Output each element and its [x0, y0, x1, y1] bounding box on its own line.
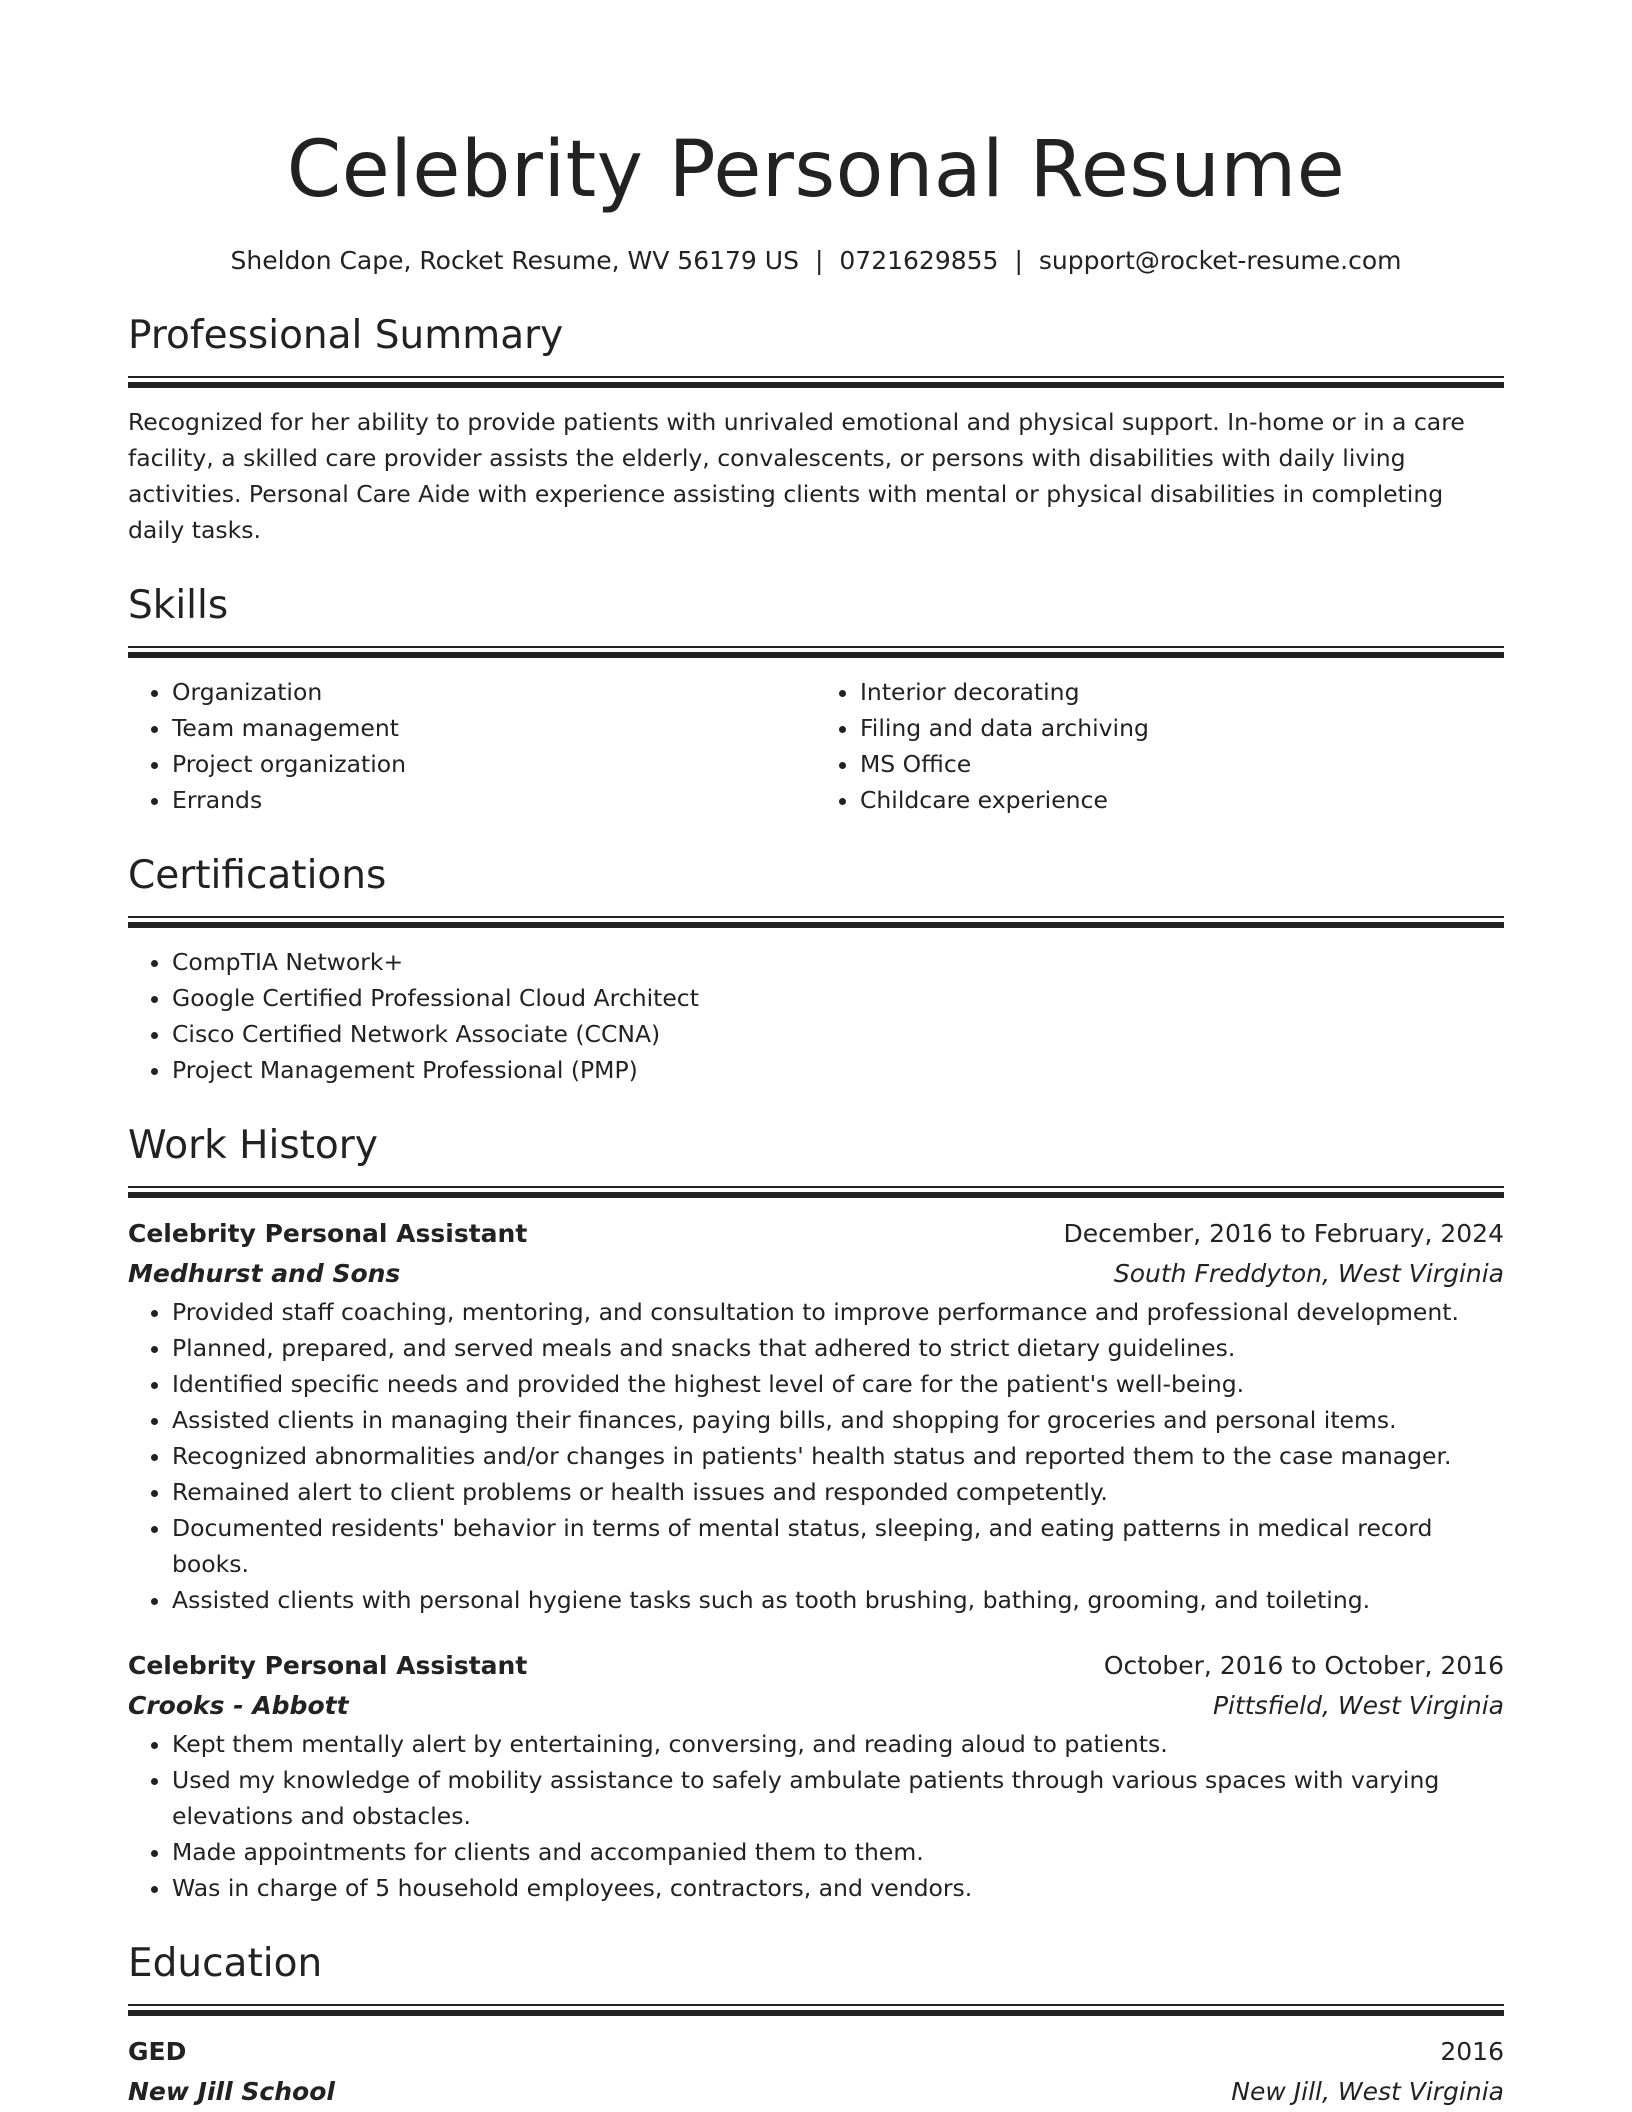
summary-section — [128, 312, 1504, 548]
skill-item: • Errands — [172, 782, 816, 818]
job-bullet: • Was in charge of 5 household employees, contractors, and vendors. — [172, 1870, 1504, 1906]
contact-separator: | — [814, 246, 824, 275]
section-divider — [128, 646, 1504, 658]
section-divider — [128, 2004, 1504, 2016]
education-year: 2016 — [1440, 2037, 1504, 2066]
job-bullet: • Documented residents' behavior in terms of mental status, sleeping, and eating patterns in medical record books. — [172, 1510, 1504, 1582]
job-bullet: • Assisted clients in managing their finances, paying bills, and shopping for groceries and personal items. — [172, 1402, 1504, 1438]
skill-item: • Interior decorating — [860, 674, 1504, 710]
section-heading-certifications: Certifications — [128, 853, 387, 898]
job-bullet: • Provided staff coaching, mentoring, and consultation to improve performance and professional development. — [172, 1294, 1504, 1330]
skill-item: • Filing and data archiving — [860, 710, 1504, 746]
skills-list-right — [816, 674, 1504, 818]
education-degree: GED — [128, 2037, 187, 2066]
section-heading-work-history: Work History — [128, 1123, 378, 1168]
contact-address: Sheldon Cape, Rocket Resume, WV 56179 US — [230, 246, 799, 275]
education-school: New Jill School — [128, 2077, 335, 2106]
section-divider — [128, 1186, 1504, 1198]
skill-item: • MS Office — [860, 746, 1504, 782]
job-company: Crooks - Abbott — [128, 1691, 349, 1720]
skill-item: • Childcare experience — [860, 782, 1504, 818]
skills-section — [128, 582, 1504, 818]
resume-title: Celebrity Personal Resume — [286, 125, 1346, 215]
job-bullet: • Identified specific needs and provided the highest level of care for the patient's well-being. — [172, 1366, 1504, 1402]
certifications-list — [128, 944, 1504, 1088]
job-location: South Freddyton, West Virginia — [1113, 1259, 1504, 1288]
section-divider — [128, 376, 1504, 388]
section-heading-education: Education — [128, 1941, 323, 1986]
job-dates: December, 2016 to February, 2024 — [1063, 1219, 1504, 1248]
contact-email: support@rocket-resume.com — [1038, 246, 1402, 275]
certifications-section — [128, 852, 1504, 1088]
job-bullet: • Kept them mentally alert by entertaining, conversing, and reading aloud to patients. — [172, 1726, 1504, 1762]
job-entry — [128, 1214, 1504, 1618]
skill-item: • Project organization — [172, 746, 816, 782]
certification-item: • Google Certified Professional Cloud Architect — [172, 980, 1504, 1016]
job-dates: October, 2016 to October, 2016 — [1103, 1651, 1504, 1680]
certification-item: • CompTIA Network+ — [172, 944, 1504, 980]
job-bullet: • Used my knowledge of mobility assistance to safely ambulate patients through various spaces with varying elevations and obstacles. — [172, 1762, 1504, 1834]
contact-line — [128, 244, 1504, 278]
job-bullet: • Made appointments for clients and accompanied them to them. — [172, 1834, 1504, 1870]
job-entry — [128, 1646, 1504, 1906]
job-bullets — [128, 1726, 1504, 1906]
job-bullet: • Assisted clients with personal hygiene tasks such as tooth brushing, bathing, grooming, and toileting. — [172, 1582, 1504, 1618]
contact-phone: 0721629855 — [839, 246, 999, 275]
contact-separator: | — [1014, 246, 1023, 275]
summary-text: Recognized for her ability to provide patients with unrivaled emotional and physical support. In-home or in a care facility, a skilled care provider assists the elderly, convalescents, or persons with disabilities with daily living activities. Personal Care Aide with experience assisting clients with mental or physical disabilities in completing daily tasks. — [128, 408, 1465, 544]
job-bullet: • Planned, prepared, and served meals and snacks that adhered to strict dietary guidelines. — [172, 1330, 1504, 1366]
education-location: New Jill, West Virginia — [1231, 2077, 1504, 2106]
certification-item: • Project Management Professional (PMP) — [172, 1052, 1504, 1088]
job-title: Celebrity Personal Assistant — [128, 1651, 528, 1680]
job-company: Medhurst and Sons — [128, 1259, 401, 1288]
section-divider — [128, 916, 1504, 928]
certification-item: • Cisco Certified Network Associate (CCNA) — [172, 1016, 1504, 1052]
job-location: Pittsfield, West Virginia — [1212, 1691, 1504, 1720]
job-bullet: • Remained alert to client problems or health issues and responded competently. — [172, 1474, 1504, 1510]
section-heading-summary: Professional Summary — [128, 313, 564, 358]
job-bullets — [128, 1294, 1504, 1618]
skills-list-left — [128, 674, 816, 818]
skill-item: • Organization — [172, 674, 816, 710]
job-bullet: • Recognized abnormalities and/or changes in patients' health status and reported them to the case manager. — [172, 1438, 1504, 1474]
education-section — [128, 1940, 1504, 2112]
skill-item: • Team management — [172, 710, 816, 746]
job-title: Celebrity Personal Assistant — [128, 1219, 528, 1248]
section-heading-skills: Skills — [128, 583, 229, 628]
work-history-section — [128, 1122, 1504, 1906]
